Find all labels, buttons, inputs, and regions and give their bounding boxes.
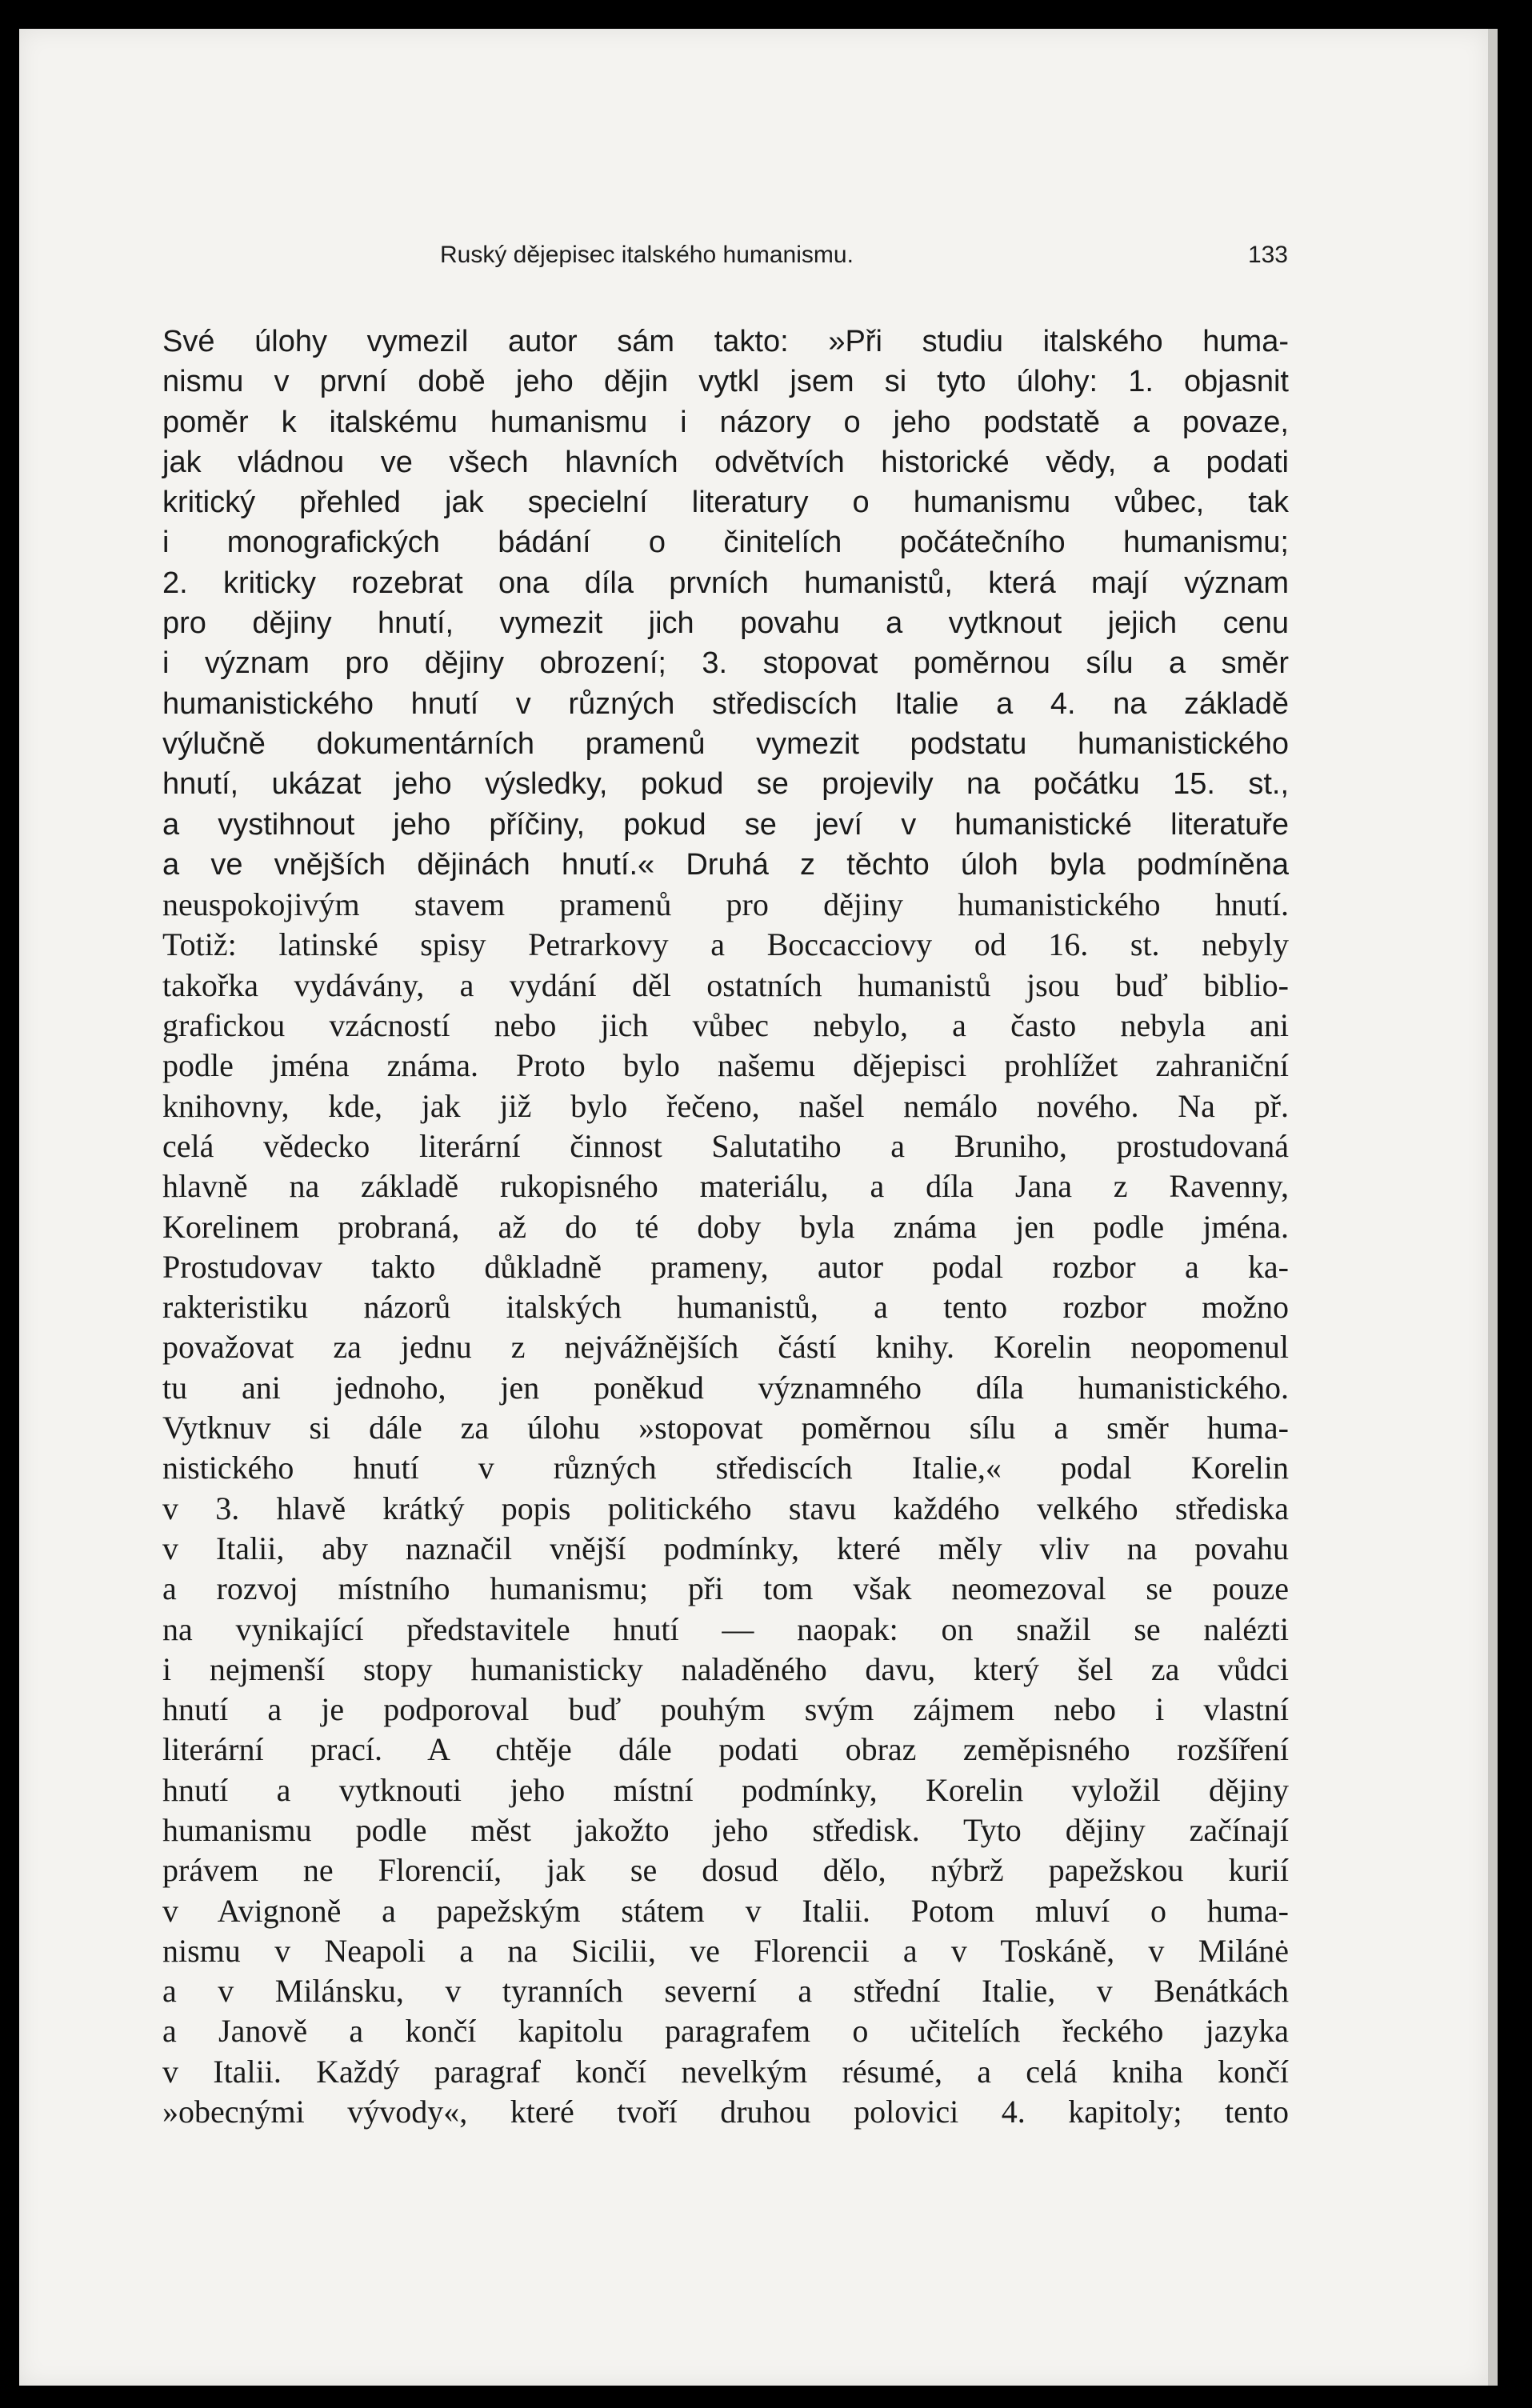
text-line: grafickou vzácností nebo jich vůbec nebylo, a často nebyla ani (162, 1007, 1289, 1044)
text-line: celá vědecko literární činnost Salutatiho a Bruniho, prostudovaná (162, 1127, 1289, 1164)
running-header (440, 242, 1288, 278)
text-line: v 3. hlavě krátký popis politického stavu každého velkého střediska (162, 1490, 1289, 1526)
text-line: poměr k italskému humanismu i názory o jeho podstatě a povaze, (162, 405, 1289, 439)
text-line: kritický přehled jak specielní literatury o humanismu vůbec, tak (162, 486, 1289, 520)
page-edge (1488, 29, 1498, 2386)
text-line: Totiž: latinské spisy Petrarkovy a Boccacciovy od 16. st. nebyly (162, 926, 1289, 963)
text-line: a v Milánsku, v tyranních severní a střední Italie, v Benátkách (162, 1973, 1289, 2010)
text-line: právem ne Florencií, jak se dosud dělo, nýbrž papežskou kurií (162, 1852, 1289, 1889)
text-line: i monografických bádání o činitelích počátečního humanismu; (162, 526, 1289, 560)
text-line: a ve vnějších dějinách hnutí.« Druhá z těchto úloh byla podmíněna (162, 847, 1289, 882)
text-line: podle jména známa. Proto bylo našemu dějepisci prohlížet zahraniční (162, 1047, 1289, 1084)
text-line: a vystihnout jeho příčiny, pokud se jeví v humanistické literatuře (162, 807, 1289, 842)
text-line: v Avignoně a papežským státem v Italii. Potom mluví o huma- (162, 1892, 1289, 1929)
text-line: literární prací. A chtěje dále podati obraz zeměpisného rozšíření (162, 1731, 1289, 1768)
text-line: a rozvoj místního humanismu; při tom však neomezoval se pouze (162, 1570, 1289, 1607)
text-line: na vynikající představitele hnutí — naopak: on snažil se nalézti (162, 1610, 1289, 1647)
text-line: pro dějiny hnutí, vymezit jich povahu a vytknout jejich cenu (162, 606, 1289, 641)
text-line: Prostudovav takto důkladně prameny, autor podal rozbor a ka- (162, 1248, 1289, 1285)
text-line: neuspokojivým stavem pramenů pro dějiny humanistického hnutí. (162, 886, 1289, 923)
running-title: Ruský dějepisec italského humanismu. (440, 242, 854, 268)
text-line: v Italii, aby naznačil vnější podmínky, které měly vliv na povahu (162, 1530, 1289, 1566)
text-line: tu ani jednoho, jen poněkud významného díla humanistického. (162, 1369, 1289, 1406)
text-line: takořka vydávány, a vydání děl ostatních humanistů jsou buď biblio- (162, 966, 1289, 1003)
text-line: považovat za jednu z nejvážnějších částí knihy. Korelin neopomenul (162, 1329, 1289, 1366)
text-line: 2. kriticky rozebrat ona díla prvních humanistů, která mají význam (162, 566, 1289, 600)
text-line: humanistického hnutí v různých střediscích Italie a 4. na základě (162, 686, 1289, 721)
text-line: humanismu podle měst jakožto jeho středisk. Tyto dějiny začínají (162, 1811, 1289, 1848)
body-text (162, 322, 1289, 2132)
text-line: a Janově a končí kapitolu paragrafem o učitelích řeckého jazyka (162, 2013, 1289, 2050)
text-line: hlavně na základě rukopisného materiálu, a díla Jana z Ravenny, (162, 1168, 1289, 1205)
text-line: hnutí, ukázat jeho výsledky, pokud se projevily na počátku 15. st., (162, 767, 1289, 802)
text-line: »obecnými vývody«, které tvoří druhou polovici 4. kapitoly; tento (162, 2094, 1289, 2130)
text-line: i nejmenší stopy humanisticky naladěného davu, který šel za vůdci (162, 1650, 1289, 1687)
text-line: i význam pro dějiny obrození; 3. stopovat poměrnou sílu a směr (162, 646, 1289, 681)
text-line: nismu v Neapoli a na Sicilii, ve Florencii a v Toskáně, v Milánė (162, 1932, 1289, 1969)
text-line: hnutí a je podporoval buď pouhým svým zájmem nebo i vlastní (162, 1691, 1289, 1728)
text-line: nismu v první době jeho dějin vytkl jsem si tyto úlohy: 1. objasnit (162, 365, 1289, 399)
text-line: nistického hnutí v různých střediscích Italie,« podal Korelin (162, 1450, 1289, 1486)
text-line: rakteristiku názorů italských humanistů, a tento rozbor možno (162, 1289, 1289, 1326)
text-line: Korelinem probraná, až do té doby byla známa jen podle jména. (162, 1208, 1289, 1245)
text-line: jak vládnou ve všech hlavních odvětvích historické vědy, a podati (162, 445, 1289, 479)
page-number: 133 (1247, 242, 1288, 268)
text-line: hnutí a vytknouti jeho místní podmínky, Korelin vyložil dějiny (162, 1771, 1289, 1808)
text-line: knihovny, kde, jak již bylo řečeno, našel nemálo nového. Na př. (162, 1087, 1289, 1124)
text-line: Vytknuv si dále za úlohu »stopovat poměrnou sílu a směr huma- (162, 1410, 1289, 1446)
text-line: Své úlohy vymezil autor sám takto: »Při studiu italského huma- (162, 325, 1289, 358)
text-line: v Italii. Každý paragraf končí nevelkým résumé, a celá kniha končí (162, 2053, 1289, 2090)
text-line: výlučně dokumentárních pramenů vymezit podstatu humanistického (162, 726, 1289, 761)
